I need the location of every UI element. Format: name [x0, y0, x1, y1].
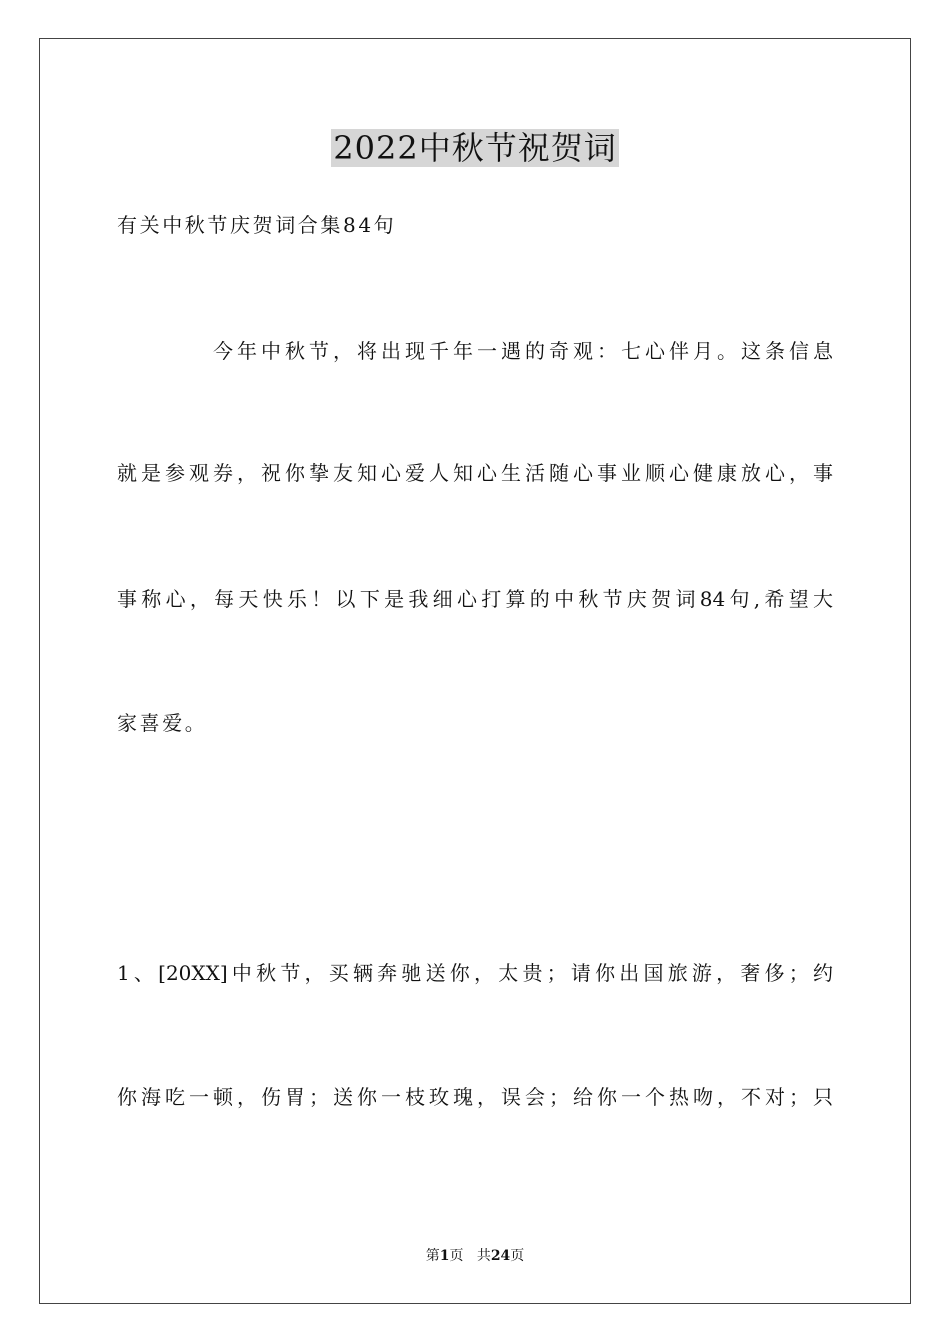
intro-line-2: 就是参观券，祝你挚友知心爱人知心生活随心事业顺心健康放心，事: [117, 461, 833, 485]
footer-prefix: 第: [425, 1248, 440, 1264]
intro-line-4: 家喜爱。: [117, 711, 208, 735]
intro-line-3: 事称心，每天快乐！以下是我细心打算的中秋节庆贺词84句,希望大: [117, 587, 833, 611]
footer-total-pages: 24: [490, 1248, 511, 1264]
page-footer: [0, 1247, 950, 1265]
title-text: 2022中秋节祝贺词: [333, 129, 617, 167]
item-1-line-1: 1、[20XX]中秋节，买辆奔驰送你，太贵；请你出国旅游，奢侈；约: [117, 961, 833, 985]
document-subtitle: 有关中秋节庆贺词合集84句: [117, 213, 397, 237]
footer-total-prefix: 共: [476, 1248, 491, 1264]
footer-page-unit: 页: [449, 1248, 464, 1264]
footer-current-page: 1: [439, 1248, 450, 1264]
document-title: [0, 128, 950, 168]
intro-line-1: 今年中秋节，将出现千年一遇的奇观：七心伴月。这条信息: [213, 339, 833, 363]
footer-total-unit: 页: [510, 1248, 525, 1264]
item-1-line-2: 你海吃一顿，伤胃；送你一枝玫瑰，误会；给你一个热吻，不对；只: [117, 1085, 833, 1109]
